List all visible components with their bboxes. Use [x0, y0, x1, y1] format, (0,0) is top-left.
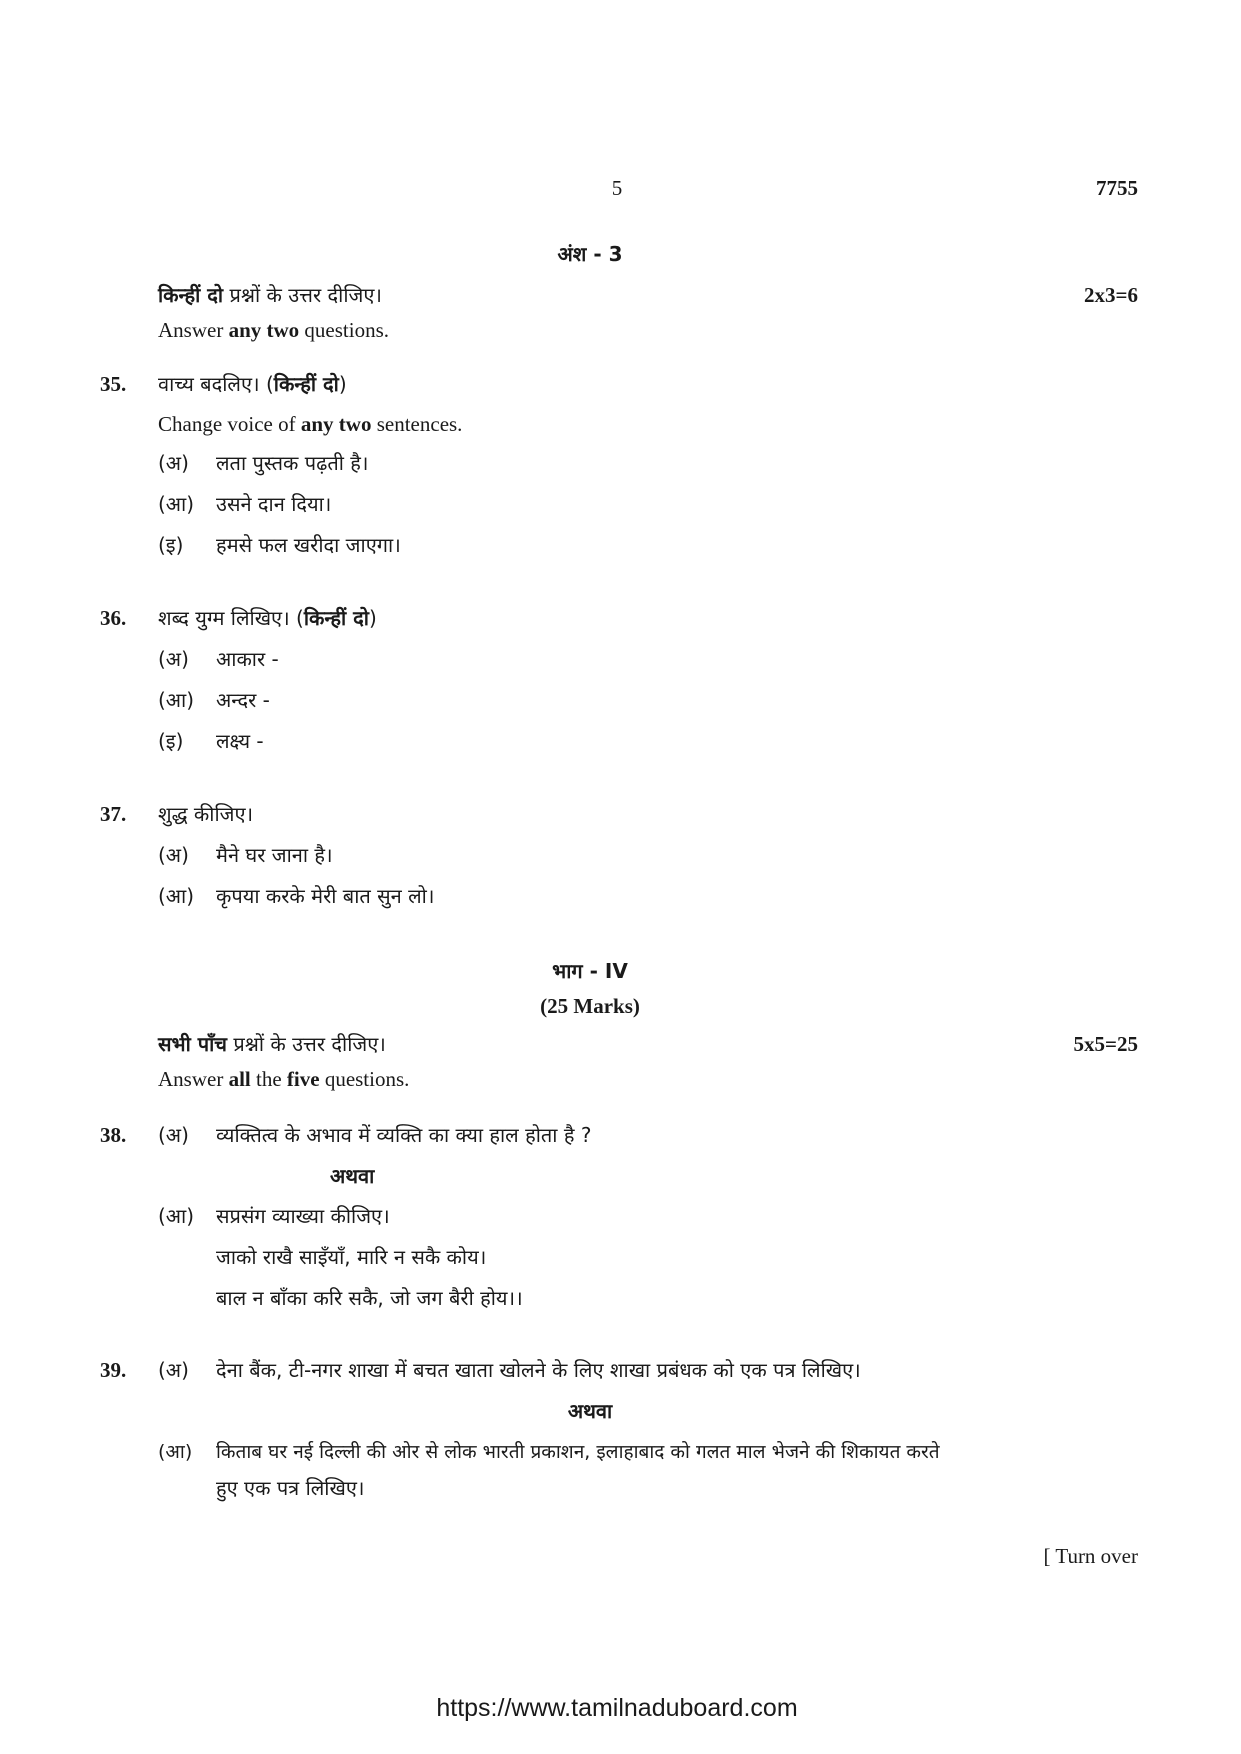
item-text: आकार - — [216, 647, 279, 671]
item-text: देना बैंक, टी-नगर शाखा में बचत खाता खोलने के लिए शाखा प्रबंधक को एक पत्र लिखिए। — [216, 1358, 861, 1382]
prompt-text: शब्द युग्म लिखिए। ( — [158, 606, 304, 630]
prompt-text: वाच्य बदलिए। ( — [158, 372, 274, 396]
page-number: 5 — [611, 176, 623, 200]
part4-marks: 5x5=25 — [1073, 1032, 1138, 1056]
instruction-bold: all — [228, 1067, 251, 1091]
item-label: (आ) — [158, 1204, 195, 1228]
item-label: (आ) — [158, 884, 195, 908]
instruction-bold: सभी पाँच — [158, 1032, 227, 1056]
part3-marks: 2x3=6 — [1084, 283, 1138, 307]
prompt-text: ) — [368, 606, 377, 630]
question-number-39: 39. — [100, 1358, 127, 1382]
item-label: (आ) — [158, 492, 195, 516]
question-number-36: 36. — [100, 606, 127, 630]
question-number-37: 37. — [100, 802, 127, 826]
item-text: अन्दर - — [216, 688, 270, 712]
item-text: किताब घर नई दिल्ली की ओर से लोक भारती प्रकाशन, इलाहाबाद को गलत माल भेजने की शिकायत करते — [216, 1441, 940, 1463]
list-item — [158, 645, 279, 672]
section-title-part3: अंश - 3 — [557, 242, 623, 266]
question-38-option-a — [158, 1121, 591, 1148]
item-label: (अ) — [158, 451, 189, 475]
instruction-text: Answer — [158, 318, 229, 342]
question-number-35: 35. — [100, 372, 127, 396]
verse-line-2: बाल न बाँका करि सकै, जो जग बैरी होय।। — [216, 1286, 523, 1310]
list-item — [158, 531, 401, 558]
instruction-text: प्रश्नों के उत्तर दीजिए। — [226, 1032, 386, 1056]
instruction-text: प्रश्नों के उत्तर दीजिए। — [223, 283, 383, 307]
item-text: सप्रसंग व्याख्या कीजिए। — [216, 1204, 390, 1228]
item-label: (अ) — [158, 1358, 189, 1382]
or-divider: अथवा — [567, 1399, 613, 1423]
part4-instruction-english — [158, 1067, 409, 1092]
item-text: मैने घर जाना है। — [216, 843, 333, 867]
item-label: (अ) — [158, 843, 189, 867]
prompt-bold: किन्हीं दो — [273, 372, 339, 396]
instruction-bold: किन्हीं दो — [158, 283, 224, 307]
turn-over-note: [ Turn over — [1043, 1544, 1138, 1568]
question-39-option-b — [158, 1438, 940, 1464]
list-item — [158, 449, 369, 476]
prompt-bold: any two — [300, 412, 372, 436]
item-text: लता पुस्तक पढ़ती है। — [216, 451, 369, 475]
prompt-text: ) — [338, 372, 347, 396]
part3-instruction-english — [158, 318, 389, 343]
instruction-text: questions. — [299, 318, 390, 342]
item-label: (अ) — [158, 647, 189, 671]
paper-code: 7755 — [1096, 176, 1138, 200]
item-text: व्यक्तित्व के अभाव में व्यक्ति का क्या हाल होता है ? — [216, 1123, 592, 1147]
question-37-prompt: शुद्ध कीजिए। — [158, 802, 254, 826]
prompt-text: sentences. — [371, 412, 463, 436]
verse-line-1: जाको राखै साइँयाँ, मारि न सकै कोय। — [216, 1245, 487, 1269]
section-subtitle-marks: (25 Marks) — [540, 994, 640, 1018]
list-item — [158, 727, 264, 754]
item-text: हमसे फल खरीदा जाएगा। — [216, 533, 401, 557]
prompt-bold: किन्हीं दो — [303, 606, 369, 630]
section-title-part4: भाग - IV — [552, 959, 628, 983]
item-text: उसने दान दिया। — [216, 492, 332, 516]
question-number-38: 38. — [100, 1123, 127, 1147]
question-35-prompt — [158, 370, 347, 397]
question-38-option-b — [158, 1202, 390, 1229]
list-item — [158, 686, 270, 713]
part4-instruction-hindi — [158, 1030, 386, 1057]
question-39-option-a — [158, 1356, 861, 1383]
instruction-text: Answer — [158, 1067, 229, 1091]
item-text: लक्ष्य - — [216, 729, 264, 753]
item-label: (इ) — [158, 729, 184, 753]
instruction-bold: any two — [228, 318, 300, 342]
instruction-text: questions. — [319, 1067, 410, 1091]
item-label: (इ) — [158, 533, 184, 557]
instruction-bold: five — [286, 1067, 320, 1091]
website-url[interactable]: https://www.tamilnaduboard.com — [436, 1694, 798, 1722]
item-text: कृपया करके मेरी बात सुन लो। — [216, 884, 435, 908]
or-divider: अथवा — [330, 1164, 375, 1188]
list-item — [158, 841, 333, 868]
part3-instruction-hindi — [158, 281, 382, 308]
prompt-text: Change voice of — [158, 412, 301, 436]
question-35-english — [158, 412, 462, 437]
list-item — [158, 882, 434, 909]
item-label: (आ) — [158, 688, 195, 712]
item-label: (अ) — [158, 1123, 189, 1147]
list-item — [158, 490, 331, 517]
instruction-text: the — [250, 1067, 287, 1091]
question-36-prompt — [158, 604, 377, 631]
question-39-option-b-continuation: हुए एक पत्र लिखिए। — [216, 1476, 365, 1500]
item-label: (आ) — [158, 1441, 193, 1463]
